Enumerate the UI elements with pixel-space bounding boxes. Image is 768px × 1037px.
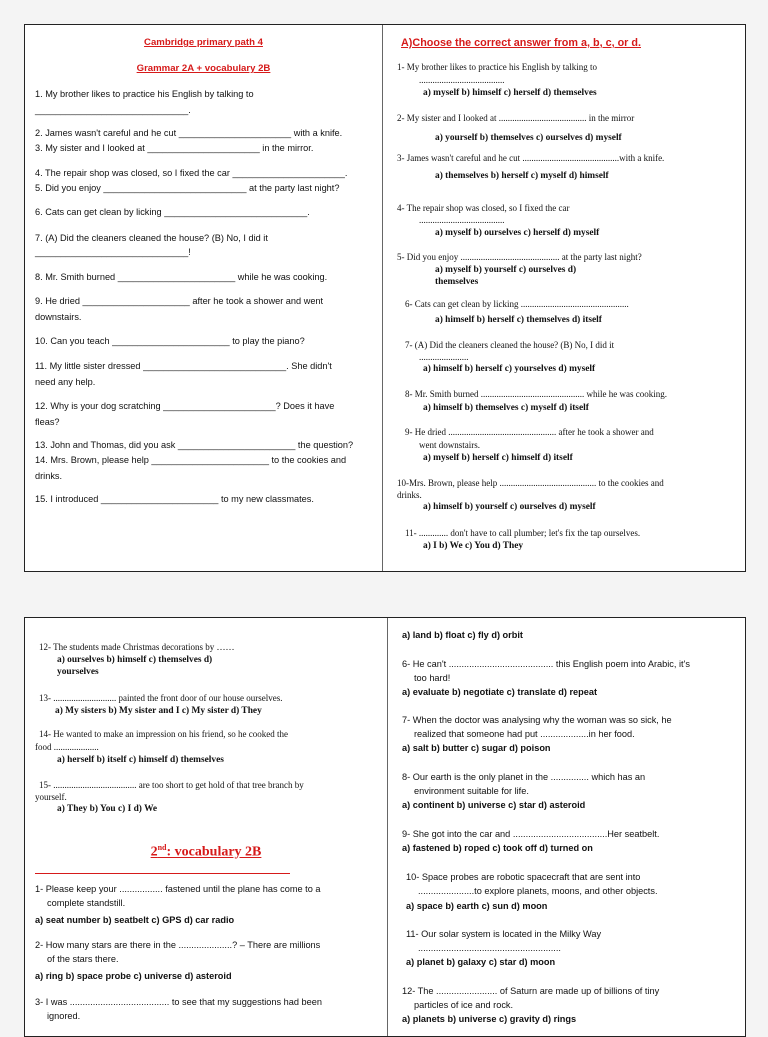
question-line: fleas? <box>35 417 60 427</box>
question-line: 8. Mr. Smith burned _______________________ while he was cooking. <box>35 272 328 282</box>
worksheet-page-1 <box>24 24 746 572</box>
question-line: 9. He dried _____________________ after he took a shower and went <box>35 296 324 306</box>
question-line: environment suitable for life. <box>414 786 529 796</box>
answer-options: a) himself b) themselves c) myself d) itself <box>423 403 589 413</box>
answer-options: a) fastened b) roped c) took off d) turned on <box>402 843 593 853</box>
answer-options: a) himself b) yourself c) ourselves d) myself <box>423 502 596 512</box>
question-line: 13- ............................ painted the front door of our house ourselves. <box>39 693 283 703</box>
question-line: drinks. <box>397 490 422 500</box>
worksheet-subtitle: Grammar 2A + vocabulary 2B <box>136 63 271 74</box>
question-line: 12- The students made Christmas decorations by …… <box>39 642 235 652</box>
question-line: 3. My sister and I looked at ______________________ in the mirror. <box>35 143 314 153</box>
answer-options: a) themselves b) herself c) myself d) himself <box>435 171 609 181</box>
question-line: ...................................... <box>419 215 505 225</box>
answer-options: a) herself b) itself c) himself d) themselves <box>57 755 224 765</box>
question-line: 9- She got into the car and .....................................Her seatbelt. <box>402 829 660 839</box>
column-divider <box>387 618 388 1036</box>
question-line: 8- Our earth is the only planet in the ............... which has an <box>402 772 646 782</box>
question-line: 15. I introduced _______________________ to my new classmates. <box>35 494 314 504</box>
question-line: ......................to explore planets, moons, and other objects. <box>418 886 658 896</box>
heading-rule <box>35 873 290 874</box>
question-line: 10- Space probes are robotic spacecraft that are sent into <box>406 872 641 882</box>
answer-options: a) evaluate b) negotiate c) translate d) repeat <box>402 687 598 697</box>
question-line: 5. Did you enjoy ____________________________ at the party last night? <box>35 183 340 193</box>
answer-options: a) space b) earth c) sun d) moon <box>406 901 548 911</box>
worksheet-title: Cambridge primary path 4 <box>144 37 263 48</box>
answer-options: a) salt b) butter c) sugar d) poison <box>402 743 551 753</box>
question-line: downstairs. <box>35 312 82 322</box>
vocabulary-heading: 2nd: vocabulary 2B <box>150 843 262 860</box>
question-line: drinks. <box>35 471 63 481</box>
question-line: went downstairs. <box>419 440 480 450</box>
answer-options: a) himself b) herself c) themselves d) itself <box>435 315 602 325</box>
question-line: 12. Why is your dog scratching ______________________? Does it have <box>35 401 335 411</box>
answer-options: a) ring b) space probe c) universe d) asteroid <box>35 971 232 981</box>
question-line: 14- He wanted to make an impression on his friend, so he cooked the <box>39 729 288 739</box>
question-line: particles of ice and rock. <box>414 1000 514 1010</box>
question-line: 10-Mrs. Brown, please help ........................................... to the cookies and <box>397 478 664 488</box>
question-line: 14. Mrs. Brown, please help _______________________ to the cookies and <box>35 455 347 465</box>
answer-options: a) continent b) universe c) star d) asteroid <box>402 800 586 810</box>
question-line: themselves <box>435 277 479 287</box>
answer-options: a) My sisters b) My sister and I c) My sister d) They <box>55 706 262 716</box>
question-line: ...................... <box>419 352 469 362</box>
question-line: 15- ..................................... are too short to get hold of that tree branch by <box>39 780 304 790</box>
answer-options: a) yourself b) themselves c) ourselves d) myself <box>435 133 622 143</box>
question-line: need any help. <box>35 377 96 387</box>
answer-options: a) myself b) himself c) herself d) themselves <box>423 88 597 98</box>
question-line: 3- James wasn't careful and he cut ...........................................with a knife. <box>397 153 665 163</box>
question-line: realized that someone had put ...................in her food. <box>414 729 635 739</box>
question-line: 11. My little sister dressed ____________________________. She didn't <box>35 361 332 371</box>
section-a-heading: A)Choose the correct answer from a, b, c, or d. <box>401 37 641 49</box>
question-line: 6. Cats can get clean by licking ____________________________. <box>35 207 310 217</box>
question-line: 12- The ........................ of Saturn are made up of billions of tiny <box>402 986 660 996</box>
question-line: 6- He can't ......................................... this English poem into Arabic, it's <box>402 659 690 669</box>
question-line: 4- The repair shop was closed, so I fixed the car <box>397 203 570 213</box>
question-line: complete standstill. <box>47 898 126 908</box>
answer-options: a) They b) You c) I d) We <box>57 804 158 814</box>
question-line: 9- He dried ................................................ after he took a shower and <box>405 427 654 437</box>
question-line: 1- Please keep your ................. fastened until the plane has come to a <box>35 884 321 894</box>
answer-options: a) I b) We c) You d) They <box>423 541 524 551</box>
question-line: 5- Did you enjoy ............................................ at the party last night? <box>397 252 642 262</box>
question-line: ignored. <box>47 1011 81 1021</box>
question-line: 2. James wasn't careful and he cut ______________________ with a knife. <box>35 128 343 138</box>
answer-options: a) planet b) galaxy c) star d) moon <box>406 957 556 967</box>
question-line: yourself. <box>35 792 67 802</box>
answer-options: a) myself b) herself c) himself d) itself <box>423 453 573 463</box>
answer-options: a) planets b) universe c) gravity d) rings <box>402 1014 577 1024</box>
question-line: too hard! <box>414 673 451 683</box>
question-line: 13. John and Thomas, did you ask _______________________ the question? <box>35 440 354 450</box>
question-line: ______________________________! <box>35 247 191 257</box>
question-line: 7- When the doctor was analysing why the woman was so sick, he <box>402 715 672 725</box>
question-line: 8- Mr. Smith burned .............................................. while he was cooking. <box>405 389 667 399</box>
worksheet-page-2 <box>24 617 746 1037</box>
question-line: 2- My sister and I looked at ....................................... in the mirror <box>397 113 635 123</box>
question-line: 6- Cats can get clean by licking ................................................ <box>405 299 629 309</box>
question-line: ______________________________. <box>35 105 191 115</box>
answer-options: a) seat number b) seatbelt c) GPS d) car radio <box>35 915 235 925</box>
question-line: 10. Can you teach _______________________ to play the piano? <box>35 336 305 346</box>
question-line: 7- (A) Did the cleaners cleaned the house? (B) No, I did it <box>405 340 615 350</box>
question-line: 1- My brother likes to practice his English by talking to <box>397 62 597 72</box>
question-line: 1. My brother likes to practice his English by talking to <box>35 89 254 99</box>
question-line: 3- I was ....................................... to see that my suggestions had been <box>35 997 322 1007</box>
question-line: 11- ............. don't have to call plumber; let's fix the tap ourselves. <box>405 528 641 538</box>
answer-options: a) himself b) herself c) yourselves d) myself <box>423 364 596 374</box>
column-divider <box>382 25 383 571</box>
question-line: 7. (A) Did the cleaners cleaned the house? (B) No, I did it <box>35 233 268 243</box>
question-line: of the stars there. <box>47 954 119 964</box>
answer-options: a) myself b) yourself c) ourselves d) <box>435 265 577 275</box>
answer-options: a) land b) float c) fly d) orbit <box>402 630 523 640</box>
question-line: ........................................................ <box>418 943 561 953</box>
question-line: 4. The repair shop was closed, so I fixed the car ______________________. <box>35 168 348 178</box>
question-line: 11- Our solar system is located in the Milky Way <box>406 929 602 939</box>
answer-options: a) ourselves b) himself c) themselves d) <box>57 655 213 665</box>
question-line: food .................... <box>35 742 99 752</box>
question-line: 2- How many stars are there in the .....................? – There are millions <box>35 940 321 950</box>
question-line: ...................................... <box>419 75 505 85</box>
answer-options: a) myself b) ourselves c) herself d) myself <box>435 228 600 238</box>
question-line: yourselves <box>57 667 99 677</box>
